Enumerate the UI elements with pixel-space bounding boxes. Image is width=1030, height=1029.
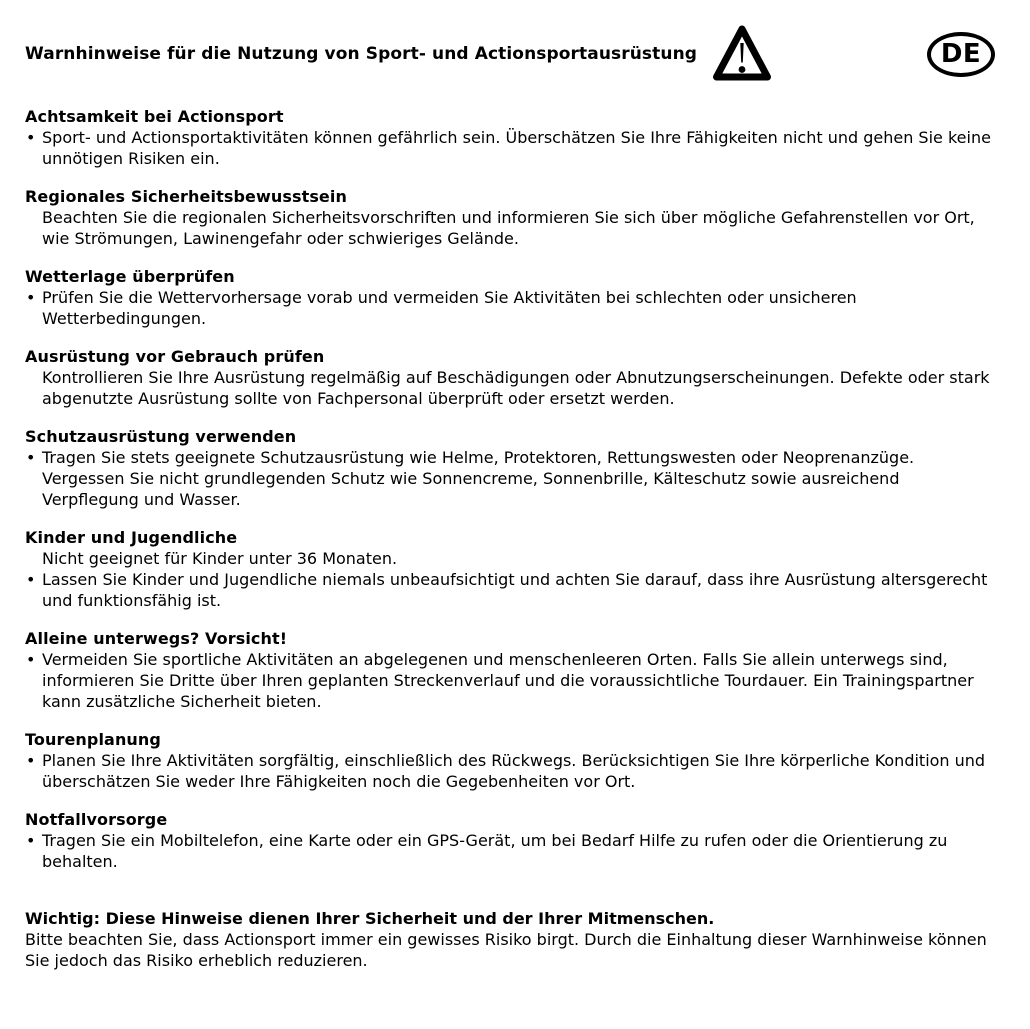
section-heading: Kinder und Jugendliche [25,528,238,547]
warning-section [25,426,995,510]
page-title: Warnhinweise für die Nutzung von Sport- und Actionsportausrüstung [25,44,698,64]
bullet-icon: • [26,831,36,850]
item-text: Tragen Sie stets geeignete Schutzausrüstung wie Helme, Protektoren, Rettungswesten oder Neoprenanzüge. Vergessen Sie nicht grundlegenden Schutz wie Sonnencreme, Sonnenbrille, Kälteschutz sowie ausreichend Verpflegung und Wasser. [42,448,915,509]
language-badge [927,32,995,77]
section-heading: Ausrüstung vor Gebrauch prüfen [25,347,325,366]
warning-triangle-icon [711,24,773,84]
item-text: Kontrollieren Sie Ihre Ausrüstung regelmäßig auf Beschädigungen oder Abnutzungserscheinungen. Defekte oder stark abgenutzte Ausrüstung sollte von Fachpersonal überprüft oder ersetzt werden. [42,368,990,408]
plain-item [25,548,991,569]
footer-important-line: Wichtig: Diese Hinweise dienen Ihrer Sicherheit und der Ihrer Mitmenschen. [25,909,715,928]
section-heading: Achtsamkeit bei Actionsport [25,107,284,126]
item-text: Vermeiden Sie sportliche Aktivitäten an abgelegenen und menschenleeren Orten. Falls Sie allein unterwegs sind, informieren Sie Dritte über Ihren geplanten Streckenverlauf und die voraussichtliche Tourdauer. Ein Trainingspartner kann zusätzliche Sicherheit bieten. [42,650,974,711]
bullet-item [25,447,991,510]
section-heading: Alleine unterwegs? Vorsicht! [25,629,288,648]
bullet-item [25,649,991,712]
footer-note-line: Bitte beachten Sie, dass Actionsport immer ein gewisses Risiko birgt. Durch die Einhaltung dieser Warnhinweise können Sie jedoch das Risiko erheblich reduzieren. [25,930,987,970]
bullet-icon: • [26,288,36,307]
section-heading: Regionales Sicherheitsbewusstsein [25,187,347,206]
warning-section [25,106,995,169]
item-text: Sport- und Actionsportaktivitäten können gefährlich sein. Überschätzen Sie Ihre Fähigkeiten nicht und gehen Sie keine unnötigen Risiken ein. [42,128,991,168]
item-text: Beachten Sie die regionalen Sicherheitsvorschriften und informieren Sie sich über mögliche Gefahrenstellen vor Ort, wie Strömungen, Lawinengefahr oder schwieriges Gelände. [42,208,975,248]
bullet-item [25,287,991,329]
item-text: Tragen Sie ein Mobiltelefon, eine Karte oder ein GPS-Gerät, um bei Bedarf Hilfe zu rufen oder die Orientierung zu behalten. [42,831,948,871]
warning-section [25,186,995,249]
warning-sections [25,106,995,872]
section-heading: Wetterlage überprüfen [25,267,235,286]
bullet-icon: • [26,128,36,147]
plain-item [25,207,991,249]
bullet-item [25,750,991,792]
warning-section [25,628,995,712]
footer [25,908,995,971]
bullet-item [25,127,991,169]
section-heading: Notfallvorsorge [25,810,168,829]
section-heading: Schutzausrüstung verwenden [25,427,297,446]
item-text: Lassen Sie Kinder und Jugendliche niemals unbeaufsichtigt und achten Sie darauf, dass ihre Ausrüstung altersgerecht und funktionsfähig ist. [42,570,988,610]
header [25,22,995,86]
bullet-icon: • [26,650,36,669]
item-text: Nicht geeignet für Kinder unter 36 Monaten. [42,549,398,568]
warning-section [25,346,995,409]
bullet-icon: • [26,570,36,589]
item-text: Planen Sie Ihre Aktivitäten sorgfältig, einschließlich des Rückwegs. Berücksichtigen Sie Ihre körperliche Kondition und überschätzen Sie weder Ihre Fähigkeiten noch die Gegebenheiten vor Ort. [42,751,986,791]
warning-section [25,266,995,329]
section-heading: Tourenplanung [25,730,161,749]
warning-section [25,729,995,792]
language-badge-label: DE [940,39,982,69]
bullet-item [25,569,991,611]
bullet-icon: • [26,751,36,770]
bullet-item [25,830,991,872]
bullet-icon: • [26,448,36,467]
warning-section [25,809,995,872]
item-text: Prüfen Sie die Wettervorhersage vorab und vermeiden Sie Aktivitäten bei schlechten oder unsicheren Wetterbedingungen. [42,288,857,328]
plain-item [25,367,991,409]
warning-section [25,527,995,611]
